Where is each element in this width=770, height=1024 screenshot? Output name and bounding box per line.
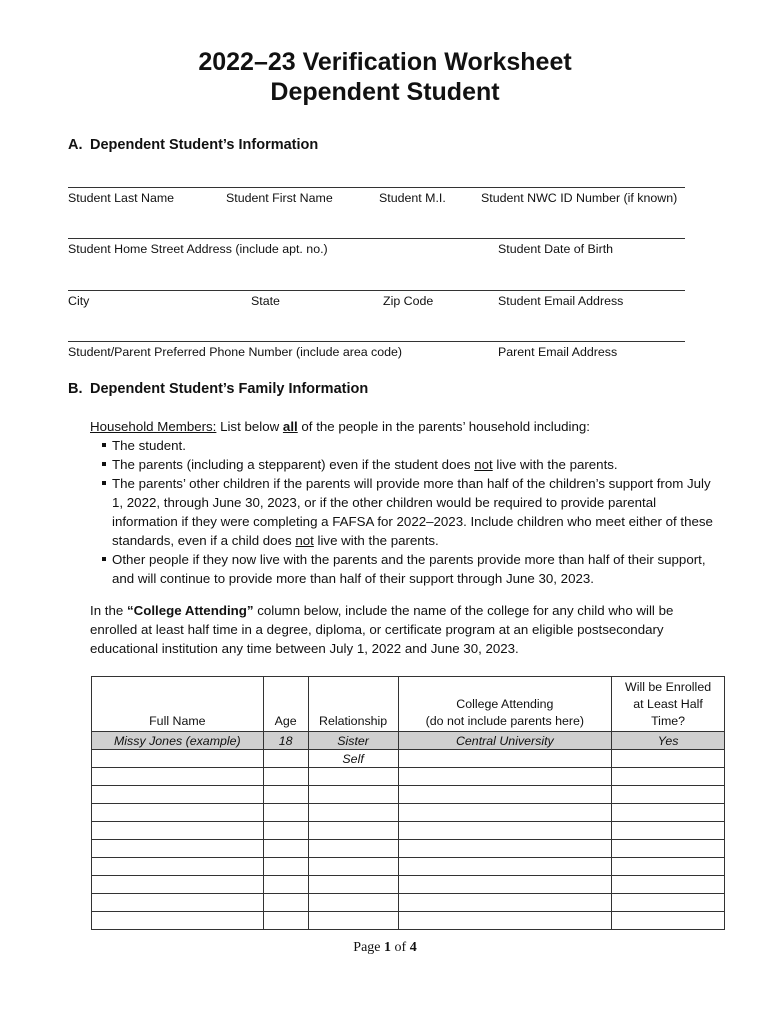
table-row	[92, 822, 725, 840]
college-cell[interactable]	[398, 804, 612, 822]
header-enrolled-line2: at Least Half	[633, 697, 703, 711]
student-email-label: Student Email Address	[498, 294, 624, 308]
header-full-name: Full Name	[92, 677, 264, 732]
relationship-cell[interactable]	[308, 858, 398, 876]
household-all: all	[282, 419, 298, 434]
name-cell[interactable]	[92, 876, 264, 894]
parent-email-label: Parent Email Address	[498, 345, 618, 359]
college-post: column below, include the name of the college for any child who will be enrolled at least half time in a degree, diploma, or certificate program at an eligible postsecondary educational institution any time between July 1, 2022 and June 30, 2023.	[90, 603, 674, 656]
section-a-heading	[68, 137, 318, 153]
name-cell[interactable]	[92, 804, 264, 822]
household-members-table	[91, 676, 725, 930]
footer-page-word: Page	[353, 940, 381, 955]
header-college-line2: (do not include parents here)	[425, 714, 585, 728]
header-relationship: Relationship	[308, 677, 398, 732]
college-cell[interactable]	[398, 822, 612, 840]
bullet-parents-pre: The parents (including a stepparent) even if the student does	[112, 457, 475, 472]
section-b-heading	[68, 381, 368, 397]
bullet-children-post: live with the parents.	[313, 533, 439, 548]
enrolled-cell[interactable]	[612, 768, 725, 786]
age-cell[interactable]	[263, 912, 308, 930]
household-intro	[90, 417, 715, 436]
bullet-other-people-text: Other people if they now live with the parents and the parents provide more than half of their support, and will continue to provide more than half of their support through June 30, 2023.	[112, 552, 706, 586]
name-cell[interactable]	[92, 858, 264, 876]
header-enrolled-line3: Time?	[651, 714, 686, 728]
self-age-cell[interactable]	[263, 750, 308, 768]
college-cell[interactable]	[398, 786, 612, 804]
page-footer	[0, 940, 770, 956]
name-cell[interactable]	[92, 840, 264, 858]
table-row	[92, 804, 725, 822]
relationship-cell[interactable]	[308, 768, 398, 786]
relationship-cell[interactable]	[308, 876, 398, 894]
page-subtitle: Dependent Student	[270, 78, 500, 106]
table-row-self	[92, 750, 725, 768]
name-cell[interactable]	[92, 822, 264, 840]
section-a-title: Dependent Student’s Information	[90, 137, 319, 153]
age-cell[interactable]	[263, 894, 308, 912]
home-address-label: Student Home Street Address (include apt. no.)	[68, 242, 328, 256]
enrolled-cell[interactable]	[612, 876, 725, 894]
household-label: Household Members:	[90, 419, 217, 434]
footer-page-number: 1	[384, 940, 392, 955]
example-relationship: Sister	[308, 732, 398, 750]
college-cell[interactable]	[398, 894, 612, 912]
name-cell[interactable]	[92, 786, 264, 804]
table-row	[92, 876, 725, 894]
bullet-children-not: not	[295, 533, 314, 548]
header-college-line1: College Attending	[456, 697, 554, 711]
footer-page-total: 4	[409, 940, 417, 955]
enrolled-cell[interactable]	[612, 786, 725, 804]
household-pre: List below	[216, 419, 283, 434]
self-college-cell[interactable]	[398, 750, 612, 768]
table-row	[92, 840, 725, 858]
household-members-block	[90, 417, 715, 588]
enrolled-cell[interactable]	[612, 912, 725, 930]
age-cell[interactable]	[263, 804, 308, 822]
enrolled-cell[interactable]	[612, 894, 725, 912]
header-enrolled-half-time	[612, 677, 725, 732]
field-line-row3[interactable]	[68, 290, 685, 291]
relationship-cell[interactable]	[308, 822, 398, 840]
student-first-name-label: Student First Name	[226, 191, 333, 205]
table-row	[92, 768, 725, 786]
example-enrolled: Yes	[612, 732, 725, 750]
relationship-cell[interactable]	[308, 786, 398, 804]
table-header-row	[92, 677, 725, 732]
phone-label: Student/Parent Preferred Phone Number (include area code)	[68, 345, 403, 359]
relationship-cell[interactable]	[308, 804, 398, 822]
table-row	[92, 786, 725, 804]
age-cell[interactable]	[263, 822, 308, 840]
header-college-attending	[398, 677, 612, 732]
title-block	[0, 47, 770, 107]
bullet-student	[90, 436, 715, 455]
bullet-parents-post: live with the parents.	[492, 457, 618, 472]
college-pre: In the	[90, 603, 127, 618]
enrolled-cell[interactable]	[612, 858, 725, 876]
age-cell[interactable]	[263, 858, 308, 876]
bullet-student-text: The student.	[112, 438, 186, 453]
age-cell[interactable]	[263, 876, 308, 894]
bullet-other-children	[90, 474, 715, 550]
college-attending-paragraph	[90, 601, 715, 658]
name-cell[interactable]	[92, 894, 264, 912]
field-line-row4[interactable]	[68, 341, 685, 342]
age-cell[interactable]	[263, 768, 308, 786]
bullet-parents-not: not	[474, 457, 493, 472]
college-cell[interactable]	[398, 840, 612, 858]
age-cell[interactable]	[263, 840, 308, 858]
section-a-letter: A.	[68, 137, 83, 153]
footer-of-word: of	[394, 940, 407, 955]
self-relationship-cell: Self	[308, 750, 398, 768]
household-post: of the people in the parents’ household including:	[297, 419, 590, 434]
enrolled-cell[interactable]	[612, 840, 725, 858]
field-line-row2[interactable]	[68, 238, 685, 239]
college-bold: “College Attending”	[126, 603, 254, 618]
student-mi-label: Student M.I.	[379, 191, 446, 205]
table-row	[92, 894, 725, 912]
relationship-cell[interactable]	[308, 912, 398, 930]
example-age: 18	[263, 732, 308, 750]
bullet-other-people	[90, 550, 715, 588]
student-last-name-label: Student Last Name	[68, 191, 175, 205]
section-b-title: Dependent Student’s Family Information	[90, 381, 369, 397]
relationship-cell[interactable]	[308, 840, 398, 858]
state-label: State	[251, 294, 280, 308]
section-b-letter: B.	[68, 381, 83, 397]
date-of-birth-label: Student Date of Birth	[498, 242, 614, 256]
page-title: 2022–23 Verification Worksheet	[198, 48, 572, 76]
table-row	[92, 912, 725, 930]
example-name: Missy Jones (example)	[92, 732, 264, 750]
table-row-example	[92, 732, 725, 750]
field-line-row1[interactable]	[68, 187, 685, 188]
name-cell[interactable]	[92, 768, 264, 786]
college-cell[interactable]	[398, 768, 612, 786]
college-cell[interactable]	[398, 876, 612, 894]
age-cell[interactable]	[263, 786, 308, 804]
header-enrolled-line1: Will be Enrolled	[625, 680, 712, 694]
bullet-parents	[90, 455, 715, 474]
example-college: Central University	[398, 732, 612, 750]
table-row	[92, 858, 725, 876]
household-bullets	[90, 436, 715, 588]
college-cell[interactable]	[398, 858, 612, 876]
college-cell[interactable]	[398, 912, 612, 930]
enrolled-cell[interactable]	[612, 822, 725, 840]
student-id-label: Student NWC ID Number (if known)	[481, 191, 678, 205]
self-enrolled-cell[interactable]	[612, 750, 725, 768]
city-label: City	[68, 294, 90, 308]
zip-code-label: Zip Code	[383, 294, 434, 308]
name-cell[interactable]	[92, 912, 264, 930]
header-age: Age	[263, 677, 308, 732]
enrolled-cell[interactable]	[612, 804, 725, 822]
self-name-cell[interactable]	[92, 750, 264, 768]
bullet-children-pre: The parents’ other children if the parents will provide more than half of the children’s support from July 1, 2022, through June 30, 2023, or if the other children would be required to provide parental information if they were completing a FAFSA for 2022–2023. Include children who meet either of these standards, even if a child does	[112, 476, 713, 548]
relationship-cell[interactable]	[308, 894, 398, 912]
